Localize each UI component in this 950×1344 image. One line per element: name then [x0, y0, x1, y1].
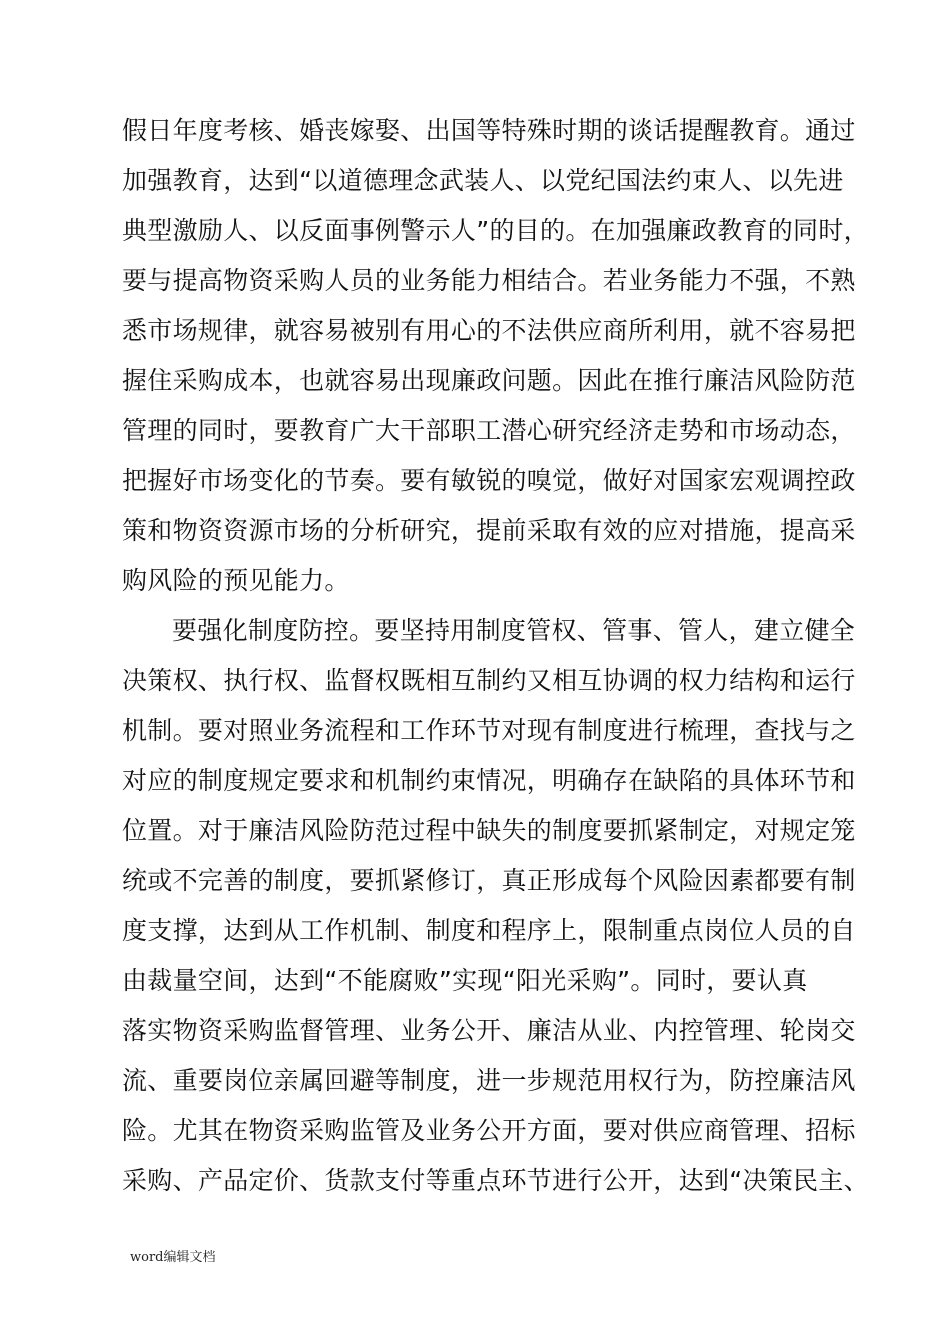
paragraph-2-line-7: 度支撑，达到从工作机制、制度和程序上，限制重点岗位人员的自 — [122, 916, 856, 945]
paragraph-1-line-8: 把握好市场变化的节奏。要有敏锐的嗅觉，做好对国家宏观调控政 — [122, 466, 856, 495]
paragraph-1-line-6: 握住采购成本，也就容易出现廉政问题。因此在推行廉洁风险防范 — [122, 366, 856, 395]
page-footer: word编辑文档 — [130, 1250, 216, 1265]
paragraph-1-line-2: 加强教育，达到“以道德理念武装人、以党纪国法约束人、以先进 — [122, 166, 844, 195]
paragraph-2-line-8: 由裁量空间，达到“不能腐败”实现“阳光采购”。同时，要认真 — [122, 966, 808, 995]
paragraph-1-line-5: 悉市场规律，就容易被别有用心的不法供应商所利用，就不容易把 — [122, 316, 856, 345]
paragraph-1-line-3: 典型激励人、以反面事例警示人”的目的。在加强廉政教育的同时， — [122, 216, 869, 245]
paragraph-1-line-9: 策和物资资源市场的分析研究，提前采取有效的应对措施，提高采 — [122, 516, 856, 545]
paragraph-2-line-9: 落实物资采购监督管理、业务公开、廉洁从业、内控管理、轮岗交 — [122, 1016, 856, 1045]
paragraph-1-line-7: 管理的同时，要教育广大干部职工潜心研究经济走势和市场动态， — [122, 416, 856, 445]
paragraph-1-line-10: 购风险的预见能力。 — [122, 566, 350, 595]
paragraph-2-line-11: 险。尤其在物资采购监管及业务公开方面，要对供应商管理、招标 — [122, 1116, 856, 1145]
paragraph-2-line-5: 位置。对于廉洁风险防范过程中缺失的制度要抓紧制定，对规定笼 — [122, 816, 856, 845]
paragraph-2-line-3: 机制。要对照业务流程和工作环节对现有制度进行梳理，查找与之 — [122, 716, 856, 745]
paragraph-2-line-6: 统或不完善的制度，要抓紧修订，真正形成每个风险因素都要有制 — [122, 866, 856, 895]
paragraph-2-line-1: 要强化制度防控。要坚持用制度管权、管事、管人，建立健全 — [172, 616, 856, 645]
paragraph-2-line-2: 决策权、执行权、监督权既相互制约又相互协调的权力结构和运行 — [122, 666, 856, 695]
paragraph-1-line-4: 要与提高物资采购人员的业务能力相结合。若业务能力不强，不熟 — [122, 266, 856, 295]
paragraph-2-line-10: 流、重要岗位亲属回避等制度，进一步规范用权行为，防控廉洁风 — [122, 1066, 856, 1095]
paragraph-2-line-12: 采购、产品定价、货款支付等重点环节进行公开，达到“决策民主、 — [122, 1166, 869, 1195]
paragraph-2-line-4: 对应的制度规定要求和机制约束情况，明确存在缺陷的具体环节和 — [122, 766, 856, 795]
paragraph-1-line-1: 假日年度考核、婚丧嫁娶、出国等特殊时期的谈话提醒教育。通过 — [122, 116, 856, 145]
